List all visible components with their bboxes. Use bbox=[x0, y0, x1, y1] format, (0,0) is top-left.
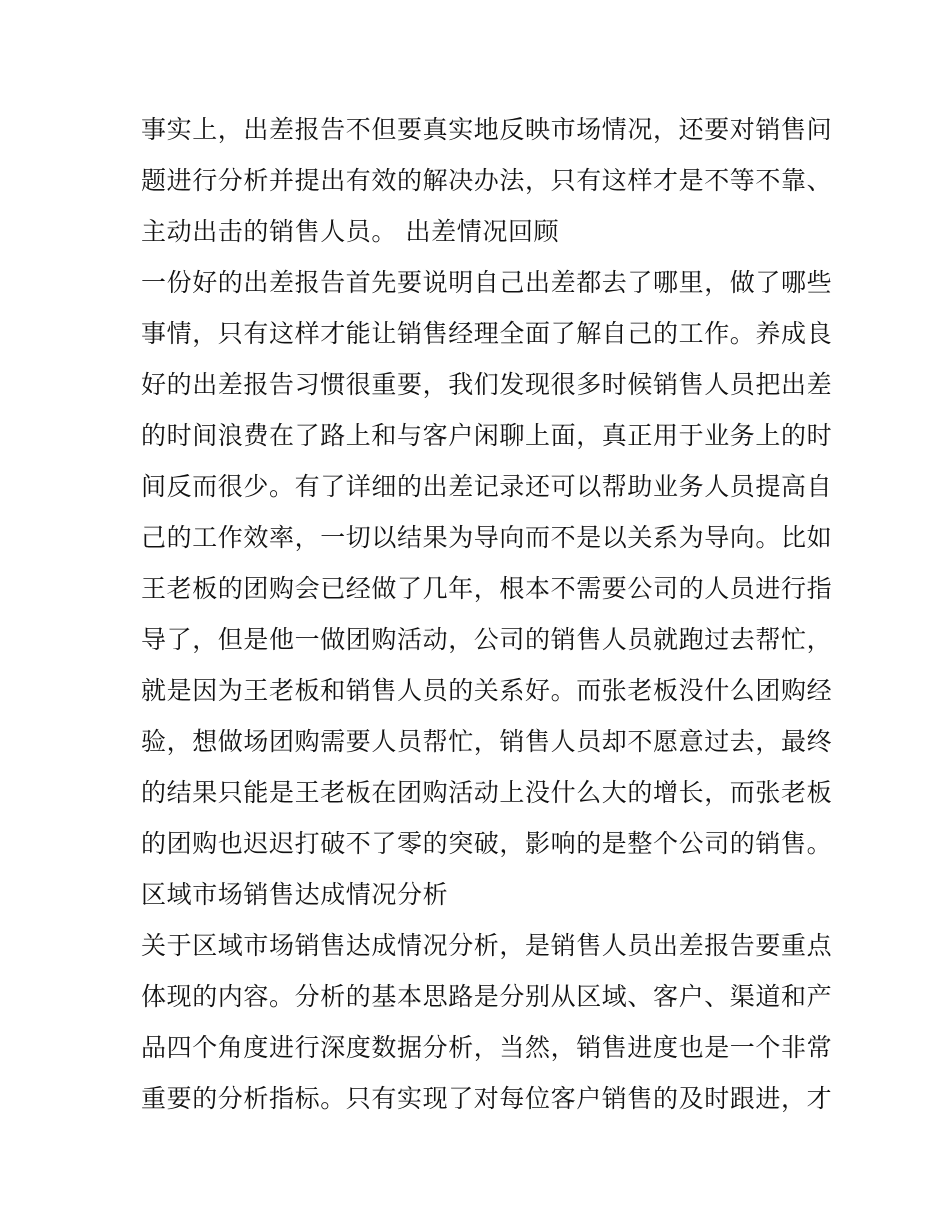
text-line-15: 的团购也迟迟打破不了零的突破，影响的是整个公司的销售。 bbox=[141, 829, 833, 858]
text-line-20: 重要的分析指标。只有实现了对每位客户销售的及时跟进，才 bbox=[141, 1084, 833, 1113]
text-line-3: 主动出击的销售人员。 出差情况回顾 bbox=[141, 217, 560, 246]
text-line-6: 好的出差报告习惯很重要，我们发现很多时候销售人员把出差 bbox=[141, 370, 833, 399]
text-line-12: 就是因为王老板和销售人员的关系好。而张老板没什么团购经 bbox=[141, 676, 833, 705]
text-line-7: 的时间浪费在了路上和与客户闲聊上面，真正用于业务上的时 bbox=[141, 421, 833, 450]
text-line-4: 一份好的出差报告首先要说明自己出差都去了哪里，做了哪些 bbox=[141, 268, 833, 297]
text-line-19: 品四个角度进行深度数据分析，当然，销售进度也是一个非常 bbox=[141, 1033, 833, 1062]
text-line-14: 的结果只能是王老板在团购活动上没什么大的增长，而张老板 bbox=[141, 778, 833, 807]
text-line-10: 王老板的团购会已经做了几年，根本不需要公司的人员进行指 bbox=[141, 574, 833, 603]
text-line-2: 题进行分析并提出有效的解决办法，只有这样才是不等不靠、 bbox=[141, 166, 833, 195]
text-line-1: 事实上，出差报告不但要真实地反映市场情况，还要对销售问 bbox=[141, 115, 833, 144]
document-body bbox=[141, 104, 833, 1124]
text-line-11: 导了，但是他一做团购活动，公司的销售人员就跑过去帮忙， bbox=[141, 625, 833, 654]
text-line-5: 事情，只有这样才能让销售经理全面了解自己的工作。养成良 bbox=[141, 319, 833, 348]
section-heading-line: 区域市场销售达成情况分析 bbox=[141, 880, 449, 909]
text-line-18: 体现的内容。分析的基本思路是分别从区域、客户、渠道和产 bbox=[141, 982, 833, 1011]
text-line-9: 己的工作效率，一切以结果为导向而不是以关系为导向。比如 bbox=[141, 523, 833, 552]
text-line-8: 间反而很少。有了详细的出差记录还可以帮助业务人员提高自 bbox=[141, 472, 833, 501]
text-line-13: 验，想做场团购需要人员帮忙，销售人员却不愿意过去，最终 bbox=[141, 727, 833, 756]
text-line-17: 关于区域市场销售达成情况分析，是销售人员出差报告要重点 bbox=[141, 931, 833, 960]
